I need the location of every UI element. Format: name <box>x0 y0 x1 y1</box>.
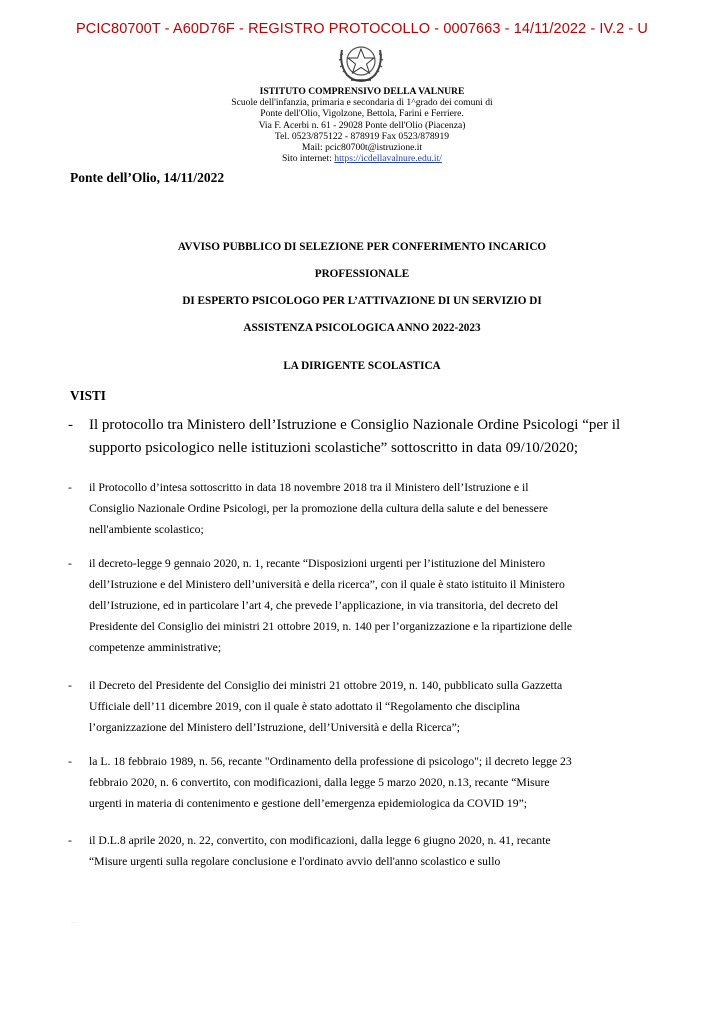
title-line: ASSISTENZA PSICOLOGICA ANNO 2022-2023 <box>243 322 481 334</box>
republic-emblem-icon <box>336 40 386 84</box>
letterhead-line: Scuole dell'infanzia, primaria e secondaria di 1^grado dei comuni di <box>231 97 493 109</box>
list-item-line: il decreto-legge 9 gennaio 2020, n. 1, recante “Disposizioni urgenti per l’istituzione del Ministero <box>89 557 546 570</box>
page-footmark: ···· ·· <box>71 921 78 925</box>
site-link[interactable]: https://icdellavalnure.edu.it/ <box>334 153 442 165</box>
list-item-line: febbraio 2020, n. 6 convertito, con modificazioni, dalla legge 5 marzo 2020, n.13, recante “Misure <box>89 776 550 789</box>
list-item-line: Ufficiale dell’11 dicembre 2019, con il quale è stato adottato il “Regolamento che disciplina <box>89 700 520 713</box>
list-item-line: il D.L.8 aprile 2020, n. 22, convertito, con modificazioni, dalla legge 6 giugno 2020, n. 41, recante <box>89 834 551 847</box>
list-item-line: nell'ambiente scolastico; <box>89 523 204 536</box>
list-item <box>68 553 668 658</box>
letterhead <box>140 86 584 164</box>
place-date: Ponte dell’Olio, 14/11/2022 <box>70 170 225 185</box>
list-dash: - <box>68 679 72 692</box>
list-item-line: la L. 18 febbraio 1989, n. 56, recante "Ordinamento della professione di psicologo"; il decreto legge 23 <box>89 755 572 768</box>
list-item-line: dell’Istruzione e del Ministero dell’università e della ricerca”, con il quale è stato istituito il Ministero <box>89 578 565 591</box>
list-item-line: Consiglio Nazionale Ordine Psicologi, per la promozione della cultura della salute e del benessere <box>89 502 548 515</box>
letterhead-line: Ponte dell'Olio, Vigolzone, Bettola, Farini e Ferriere. <box>260 108 464 120</box>
list-item <box>68 414 668 460</box>
section-heading: LA DIRIGENTE SCOLASTICA <box>283 360 441 372</box>
list-item-line: Il protocollo tra Ministero dell’Istruzione e Consiglio Nazionale Ordine Psicologi “per il <box>89 417 621 433</box>
list-dash: - <box>68 481 72 494</box>
list-dash: - <box>68 755 72 768</box>
list-dash: - <box>68 417 73 433</box>
title-line: AVVISO PUBBLICO DI SELEZIONE PER CONFERIMENTO INCARICO <box>177 241 547 253</box>
letterhead-mail: Mail: pcic80700t@istruzione.it <box>301 142 423 154</box>
document-title <box>72 234 652 342</box>
list-item-line: supporto psicologico nelle istituzioni scolastiche” sottoscritto in data 09/10/2020; <box>89 440 579 456</box>
list-item-line: il Protocollo d’intesa sottoscritto in data 18 novembre 2018 tra il Ministero dell’Istruzione e il <box>89 481 529 494</box>
letterhead-line: Tel. 0523/875122 - 878919 Fax 0523/878919 <box>274 130 450 142</box>
title-line: PROFESSIONALE <box>314 268 410 280</box>
list-item <box>68 675 668 738</box>
list-item-line: “Misure urgenti sulla regolare conclusione e l'ordinato avvio dell'anno scolastico e sullo <box>89 855 501 868</box>
list-item-line: dell’Istruzione, ed in particolare l’art 4, che prevede l’applicazione, in via transitoria, del decreto del <box>89 599 559 612</box>
list-dash: - <box>68 557 72 570</box>
list-item <box>68 751 668 814</box>
title-line: DI ESPERTO PSICOLOGO PER L’ATTIVAZIONE DI UN SERVIZIO DI <box>182 295 542 307</box>
list-item-line: il Decreto del Presidente del Consiglio dei ministri 21 ottobre 2019, n. 140, pubblicato sulla Gazzetta <box>89 679 563 692</box>
list-item-line: urgenti in materia di contenimento e gestione dell’emergenza epidemiologica da COVID 19”; <box>89 797 528 810</box>
letterhead-site <box>140 153 584 164</box>
list-item-line: l’organizzazione del Ministero dell’Istruzione, dell’Università e della Ricerca”; <box>89 721 461 734</box>
school-name: ISTITUTO COMPRENSIVO DELLA VALNURE <box>259 86 465 97</box>
letterhead-line: Via F. Acerbi n. 61 - 29028 Ponte dell'Olio (Piacenza) <box>258 119 466 131</box>
visti-heading: VISTI <box>70 388 106 403</box>
list-item-line: competenze amministrative; <box>89 641 222 654</box>
protocol-stamp: PCIC80700T - A60D76F - REGISTRO PROTOCOLLO - 0007663 - 14/11/2022 - IV.2 - U <box>75 21 649 37</box>
list-item-line: Presidente del Consiglio dei ministri 21 ottobre 2019, n. 140 per l’organizzazione e la ripartizione delle <box>89 620 573 633</box>
list-dash: - <box>68 834 72 847</box>
list-item <box>68 830 668 872</box>
site-label: Sito internet: <box>282 153 332 165</box>
list-item <box>68 477 668 540</box>
